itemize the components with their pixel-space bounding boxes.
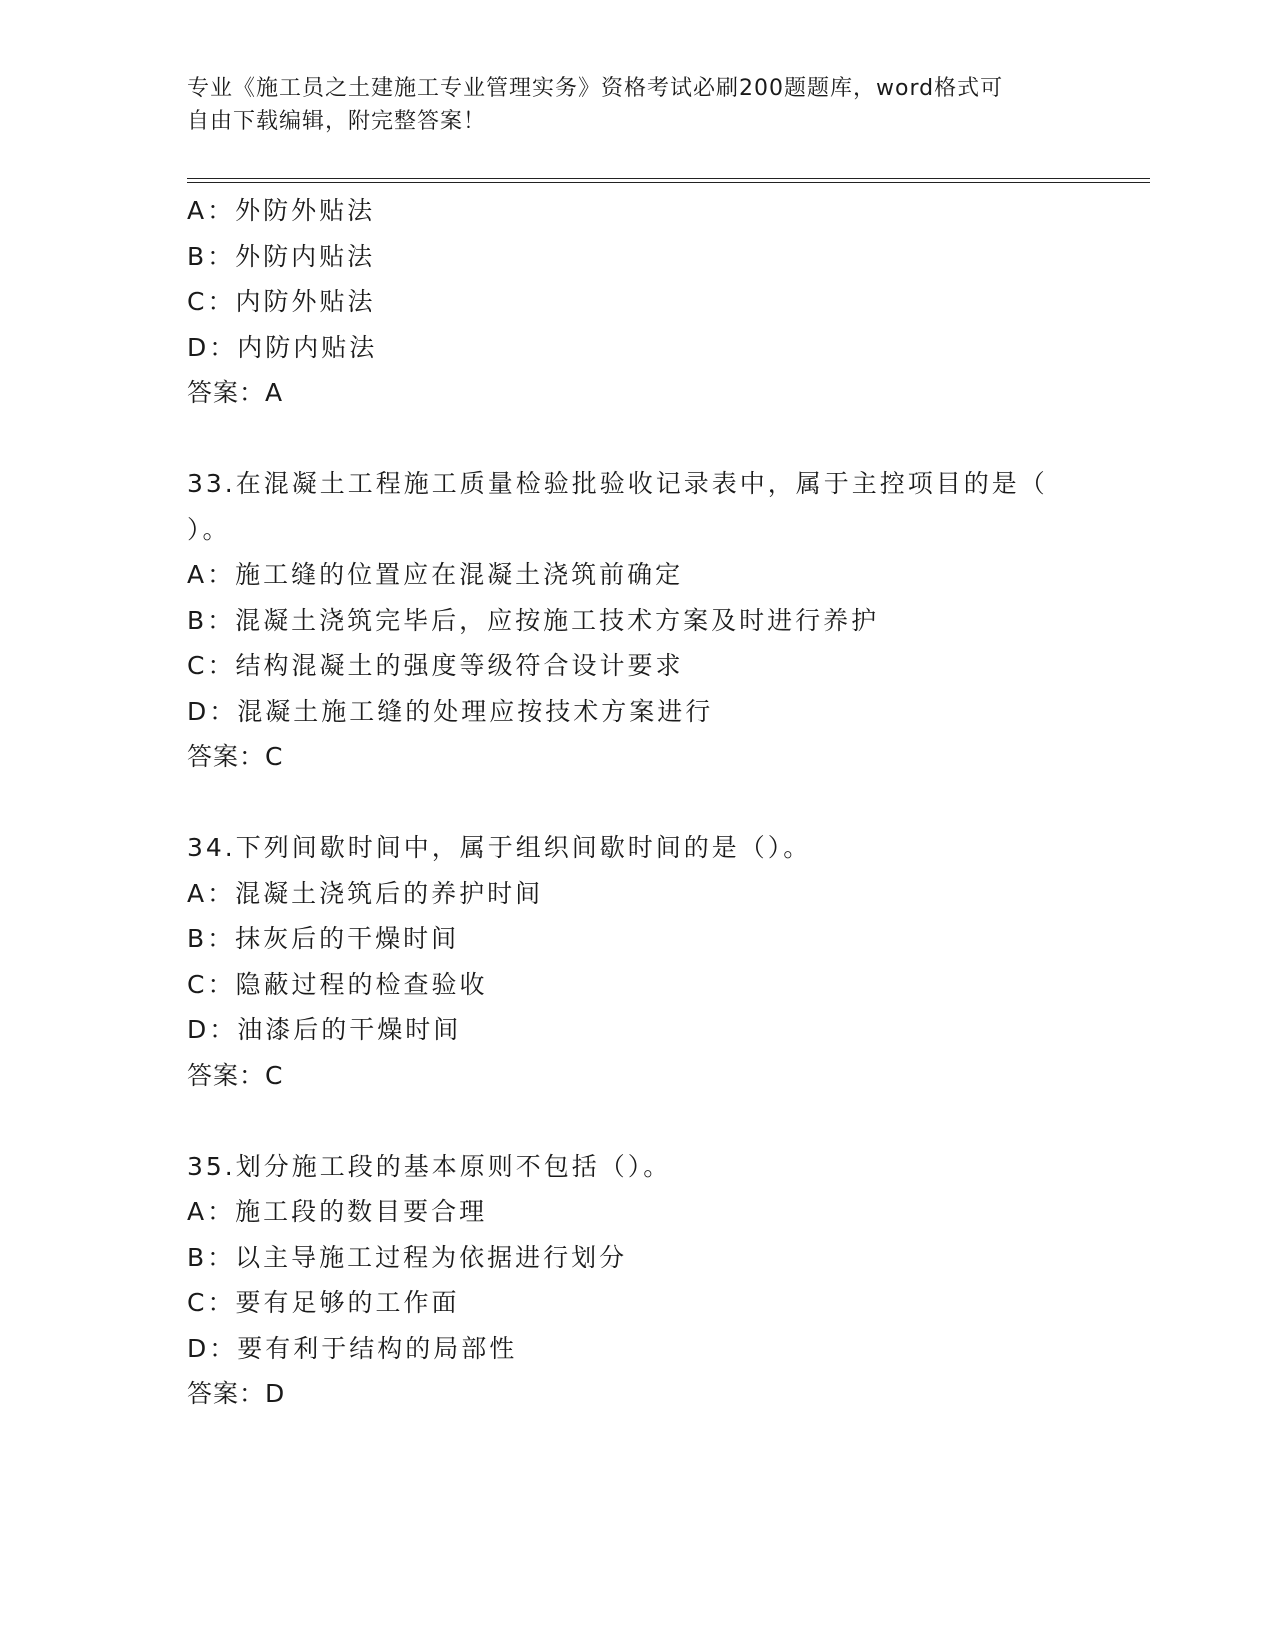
option-b: B：以主导施工过程为依据进行划分	[187, 1242, 628, 1272]
page-header	[187, 72, 1087, 138]
question-list	[187, 188, 1087, 1417]
header-rule-bottom	[187, 182, 1150, 183]
question-block-32	[187, 188, 1087, 416]
option-b: B：抹灰后的干燥时间	[187, 924, 460, 953]
header-rule-top	[187, 178, 1150, 179]
question-block-35	[187, 1144, 1087, 1417]
answer-line: 答案：D	[187, 1379, 286, 1408]
option-a: A：施工段的数目要合理	[187, 1197, 488, 1226]
answer-line: 答案：C	[187, 742, 284, 771]
header-line-2: 自由下载编辑，附完整答案！	[187, 109, 487, 134]
option-a: A：外防外贴法	[187, 196, 376, 225]
spacer	[187, 1098, 1087, 1144]
option-c: C：内防外贴法	[187, 287, 376, 316]
question-block-34	[187, 825, 1087, 1098]
spacer	[187, 780, 1087, 826]
option-d: D：油漆后的干燥时间	[187, 1015, 462, 1044]
question-text: 34.下列间歇时间中，属于组织间歇时间的是（）。	[187, 833, 812, 862]
option-c: C：结构混凝土的强度等级符合设计要求	[187, 651, 684, 680]
question-text: 35.划分施工段的基本原则不包括（）。	[187, 1151, 672, 1181]
question-block-33	[187, 461, 1087, 780]
question-text-continued: ）。	[187, 514, 231, 544]
option-b: B：混凝土浇筑完毕后，应按施工技术方案及时进行养护	[187, 605, 880, 635]
option-c: C：隐蔽过程的检查验收	[187, 969, 488, 999]
header-line-1: 专业《施工员之土建施工专业管理实务》资格考试必刷200题题库，word格式可	[187, 76, 1004, 101]
option-d: D：混凝土施工缝的处理应按技术方案进行	[187, 696, 714, 726]
option-a: A：混凝土浇筑后的养护时间	[187, 878, 544, 908]
question-text: 33.在混凝土工程施工质量检验批验收记录表中，属于主控项目的是（	[187, 469, 1048, 498]
option-b: B：外防内贴法	[187, 241, 376, 271]
answer-line: 答案：A	[187, 378, 284, 407]
answer-line: 答案：C	[187, 1060, 284, 1090]
option-a: A：施工缝的位置应在混凝土浇筑前确定	[187, 560, 684, 589]
option-c: C：要有足够的工作面	[187, 1288, 460, 1317]
option-d: D：要有利于结构的局部性	[187, 1333, 518, 1363]
spacer	[187, 416, 1087, 462]
option-d: D：内防内贴法	[187, 332, 378, 362]
